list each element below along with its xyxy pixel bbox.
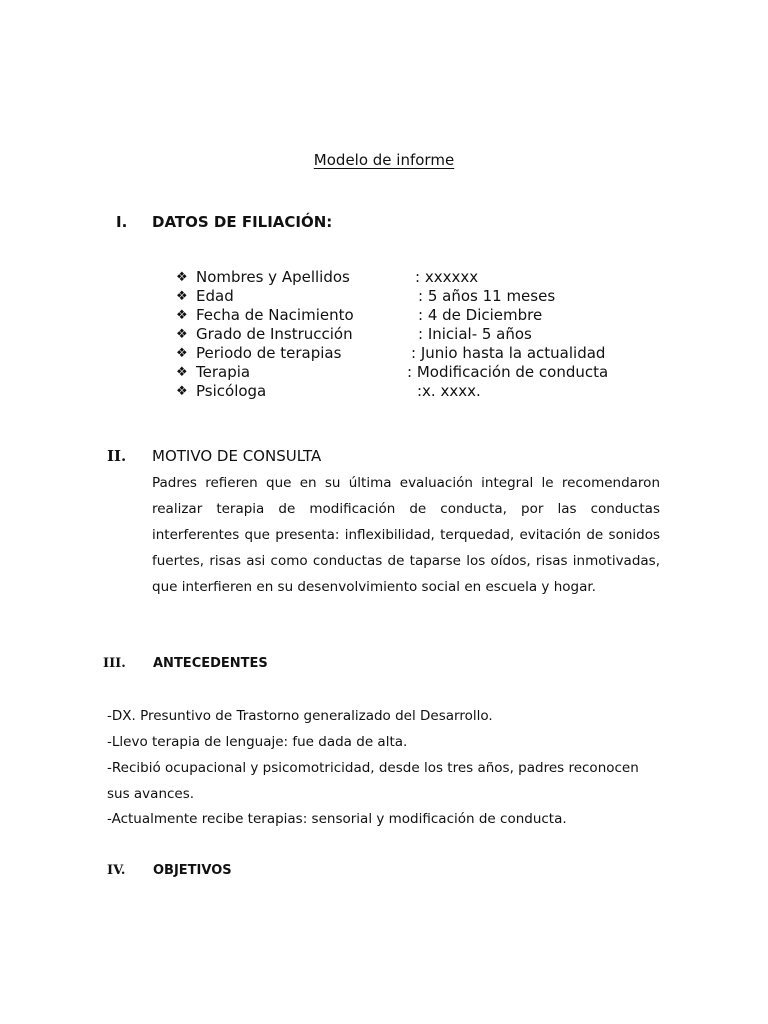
list-item: -Llevo terapia de lenguaje: fue dada de alta. [107, 734, 408, 750]
document-title: Modelo de informe [313, 151, 455, 169]
list-item: -DX. Presuntivo de Trastorno generalizado del Desarrollo. [107, 708, 493, 724]
field-label: Fecha de Nacimiento [196, 306, 354, 324]
field-value: : 4 de Diciembre [418, 306, 543, 324]
field-value: :x. xxxx. [417, 382, 481, 400]
field-value: : 5 años 11 meses [418, 287, 556, 305]
section-1-number: I. [116, 213, 128, 231]
list-item: -Recibió ocupacional y psicomotricidad, desde los tres años, padres reconocen [107, 760, 639, 776]
section-3-title: ANTECEDENTES [153, 656, 268, 671]
list-item: sus avances. [107, 786, 195, 802]
field-label: Terapia [196, 363, 251, 381]
section-2-title: MOTIVO DE CONSULTA [152, 447, 322, 465]
diamond-bullet-icon: ❖ [176, 308, 188, 323]
field-value: : xxxxxx [415, 268, 479, 286]
field-label: Psicóloga [196, 382, 267, 400]
section-1-title: DATOS DE FILIACIÓN: [152, 213, 333, 231]
field-value: : Junio hasta la actualidad [411, 344, 606, 362]
section-2-number: II. [107, 447, 127, 465]
diamond-bullet-icon: ❖ [176, 365, 188, 380]
motivo-paragraph: Padres refieren que en su última evaluación integral le recomendaron realizar terapia de modificación de conducta, por las conductas interferentes que presenta: inflexibilidad, terquedad, evitación de sonidos fuertes, risas asi como conductas de taparse los oídos, risas inmotivadas, que interfieren en su desenvolvimiento social en escuela y hogar. [152, 475, 660, 595]
diamond-bullet-icon: ❖ [176, 346, 188, 361]
field-value: : Modificación de conducta [407, 363, 609, 381]
field-value: : Inicial- 5 años [418, 325, 532, 343]
field-label: Nombres y Apellidos [196, 268, 350, 286]
list-item: -Actualmente recibe terapias: sensorial y modificación de conducta. [107, 811, 567, 827]
diamond-bullet-icon: ❖ [176, 270, 188, 285]
diamond-bullet-icon: ❖ [176, 384, 188, 399]
field-label: Periodo de terapias [196, 344, 342, 362]
section-4-title: OBJETIVOS [153, 863, 232, 878]
field-label: Edad [196, 287, 234, 305]
diamond-bullet-icon: ❖ [176, 327, 188, 342]
section-4-number: IV. [107, 863, 126, 878]
section-3-number: III. [103, 656, 126, 671]
field-label: Grado de Instrucción [196, 325, 353, 343]
diamond-bullet-icon: ❖ [176, 289, 188, 304]
